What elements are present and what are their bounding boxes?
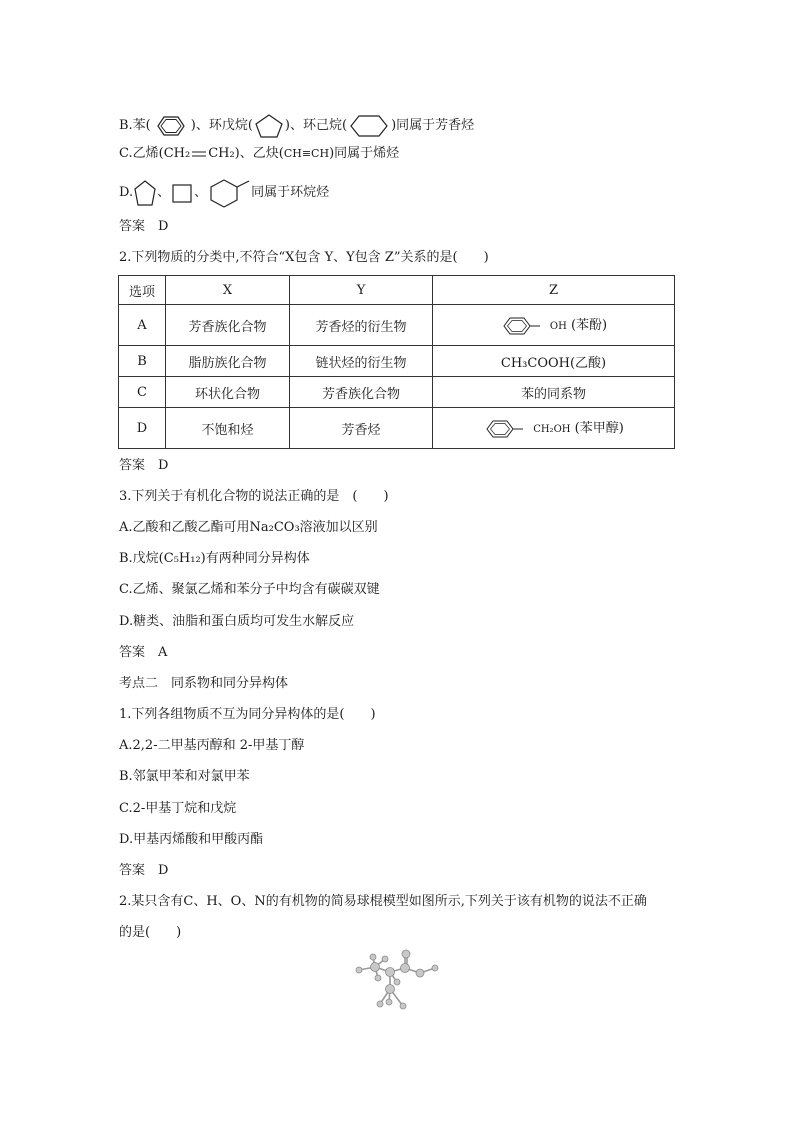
q1-option-b-sep1: )、环戊烷( xyxy=(190,118,253,133)
cyclopentane-icon xyxy=(253,113,285,139)
answer-1: 答案 D xyxy=(119,219,169,234)
q1-option-c xyxy=(119,145,399,164)
phenyl-ring-icon xyxy=(500,316,550,336)
q1-option-b-sep2: )、环己烷( xyxy=(284,118,348,133)
ball-and-stick-model xyxy=(345,945,450,1015)
phenyl-ring-icon xyxy=(483,419,533,439)
s2q1-option-d: D.甲基丙烯酸和甲酸丙酯 xyxy=(119,832,264,847)
hydroxymethyl-group: CH₂OH xyxy=(533,424,571,436)
table-header-row xyxy=(119,276,675,305)
s2q1-stem: 1.下列各组物质不互为同分异构体的是( ) xyxy=(119,707,376,722)
q3-option-a: A.乙酸和乙酸乙酯可用Na₂CO₃溶液加以区别 xyxy=(119,520,378,535)
q1-option-b-suffix: )同属于芳香烃 xyxy=(391,118,475,133)
methylcyclohexane-icon xyxy=(207,176,251,210)
row-option: B xyxy=(119,346,166,377)
row-z-name: (苯甲醇) xyxy=(574,421,624,437)
header-option: 选项 xyxy=(119,276,166,305)
s2q2-stem-line1: 2.某只含有C、H、O、N的有机物的简易球棍模型如图所示,下列关于该有机物的说法不正确 xyxy=(119,894,647,909)
q1-option-c-prefix: C.乙烯(CH₂ xyxy=(119,146,191,161)
q1-option-d-prefix: D. xyxy=(119,185,134,200)
q1-option-d xyxy=(119,176,329,210)
row-y: 芳香烃 xyxy=(290,408,433,449)
q1-option-b-prefix: B.苯( xyxy=(119,118,151,133)
hydroxyl-group: OH xyxy=(549,321,567,333)
answer-2: 答案 D xyxy=(119,458,169,473)
cyclopentane-icon xyxy=(133,179,157,207)
q2-stem: 2.下列物质的分类中,不符合“X包含 Y、Y包含 Z”关系的是( ) xyxy=(119,250,489,265)
row-z xyxy=(433,305,675,346)
q3-stem: 3.下列关于有机化合物的说法正确的是 ( ) xyxy=(119,489,389,504)
row-x: 环状化合物 xyxy=(166,377,290,408)
header-y: Y xyxy=(290,276,433,305)
s2q1-option-b: B.邻氯甲苯和对氯甲苯 xyxy=(119,769,250,784)
row-x: 脂肪族化合物 xyxy=(166,346,290,377)
q3-option-c: C.乙烯、聚氯乙烯和苯分子中均含有碳碳双键 xyxy=(119,582,380,597)
benzene-ring-icon xyxy=(151,115,191,137)
q3-option-b: B.戊烷(C₅H₁₂)有两种同分异构体 xyxy=(119,551,310,566)
table-row xyxy=(119,346,675,377)
q3-option-d: D.糖类、油脂和蛋白质均可发生水解反应 xyxy=(119,614,355,629)
row-z xyxy=(433,408,675,449)
classification-table xyxy=(118,275,675,449)
header-x: X xyxy=(166,276,290,305)
q1-option-d-suffix: 同属于环烷烃 xyxy=(251,185,330,200)
double-bond-icon xyxy=(190,149,208,159)
q1-option-d-sep2: 、 xyxy=(194,185,208,200)
q1-option-b xyxy=(119,113,474,139)
answer-4: 答案 D xyxy=(119,863,169,878)
row-z-name: (苯酚) xyxy=(570,318,608,334)
row-y: 芳香族化合物 xyxy=(290,377,433,408)
row-y: 芳香烃的衍生物 xyxy=(290,305,433,346)
answer-3: 答案 A xyxy=(119,645,168,660)
q1-option-d-sep1: 、 xyxy=(157,185,171,200)
row-option: A xyxy=(119,305,166,346)
row-z: 苯的同系物 xyxy=(433,377,675,408)
s2q1-option-a: A.2,2-二甲基丙醇和 2-甲基丁醇 xyxy=(119,738,305,753)
header-z: Z xyxy=(433,276,675,305)
row-z: CH₃COOH(乙酸) xyxy=(433,346,675,377)
acetylene-formula: CH≡CH xyxy=(283,147,330,160)
table-row xyxy=(119,408,675,449)
row-option: D xyxy=(119,408,166,449)
row-option: C xyxy=(119,377,166,408)
section-heading: 考点二 同系物和同分异构体 xyxy=(119,676,289,691)
row-x: 芳香族化合物 xyxy=(166,305,290,346)
table-row xyxy=(119,377,675,408)
s2q1-option-c: C.2-甲基丁烷和戊烷 xyxy=(119,801,237,816)
row-y: 链状烃的衍生物 xyxy=(290,346,433,377)
cyclobutane-icon xyxy=(170,181,194,205)
cyclohexane-icon xyxy=(347,114,391,138)
q1-option-c-suffix: )同属于烯烃 xyxy=(329,146,400,161)
s2q2-stem-line2: 的是( ) xyxy=(119,925,182,940)
q1-option-c-mid: CH₂)、乙炔( xyxy=(208,146,284,161)
table-row xyxy=(119,305,675,346)
row-x: 不饱和烃 xyxy=(166,408,290,449)
